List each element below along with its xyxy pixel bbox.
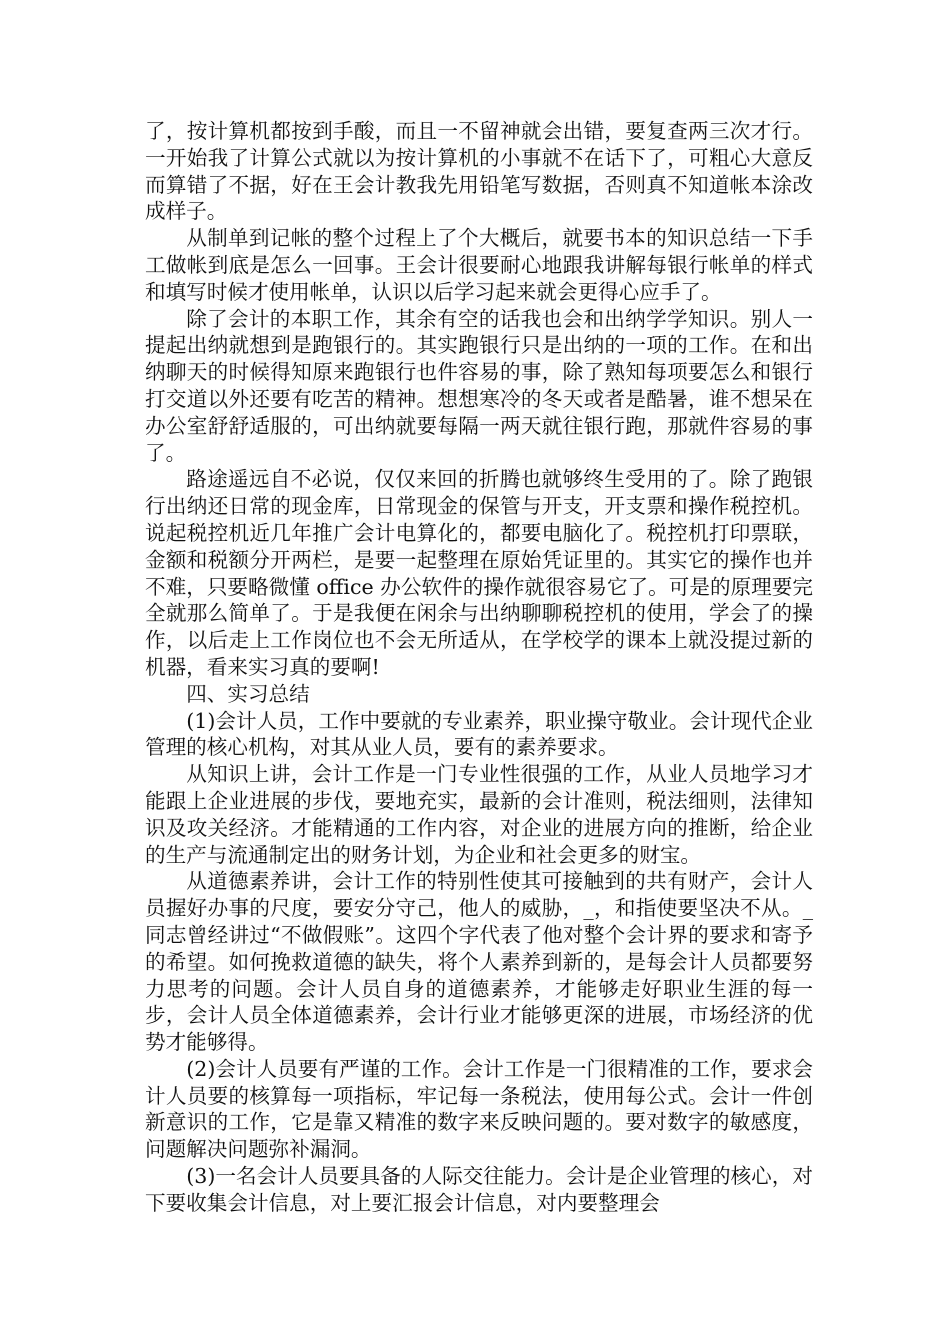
- paragraph-4: 路途遥远自不必说，仅仅来回的折腾也就够终生受用的了。除了跑银行出纳还日常的现金库，日常现金的保管与开支，开支票和操作税控机。说起税控机近几年推广会计电算化的，都要电脑化了。税控机打印票联，金额和税额分开两栏，是要一起整理在原始凭证里的。其实它的操作也并不难，只要略微懂 office 办公软件的操作就很容易它了。可是的原理要完全就那么简单了。于是我便在闲余与出纳聊聊税控机的使用，学会了的操作，以后走上工作岗位也不会无所适从，在学校学的课本上就没提过新的机器，看来实习真的要啊!: [145, 467, 813, 679]
- paragraph-9: (2)会计人员要有严谨的工作。会计工作是一门很精准的工作，要求会计人员要的核算每一项指标，牢记每一条税法，使用每公式。会计一件创新意识的工作，它是靠又精准的数字来反映问题的。要对数字的敏感度，问题解决问题弥补漏洞。: [145, 1056, 813, 1162]
- paragraph-2: 从制单到记帐的整个过程上了个大概后，就要书本的知识总结一下手工做帐到底是怎么一回事。王会计很要耐心地跟我讲解每银行帐单的样式和填写时候才使用帐单，认识以后学习起来就会更得心应手了。: [145, 226, 813, 304]
- paragraph-7: 从知识上讲，会计工作是一门专业性很强的工作，从业人员地学习才能跟上企业进展的步伐，要地充实，最新的会计准则，税法细则，法律知识及攻关经济。才能精通的工作内容，对企业的进展方向的推断，给企业的生产与流通制定出的财务计划，为企业和社会更多的财宝。: [145, 762, 813, 867]
- paragraph-3: 除了会计的本职工作，其余有空的话我也会和出纳学学知识。别人一提起出纳就想到是跑银行的。其实跑银行只是出纳的一项的工作。在和出纳聊天的时候得知原来跑银行也件容易的事，除了熟知每项要怎么和银行打交道以外还要有吃苦的精神。想想寒冷的冬天或者是酷暑，谁不想呆在办公室舒舒适服的，可出纳就要每隔一两天就往银行跑，那就件容易的事了。: [145, 306, 813, 465]
- paragraph-8: 从道德素养讲，会计工作的特别性使其可接触到的共有财产，会计人员握好办事的尺度，要安分守己，他人的威胁，_，和指使要坚决不从。_同志曾经讲过“不做假账”。这四个字代表了他对整个会计界的要求和寄予的希望。如何挽救道德的缺失，将个人素养到新的，是每会计人员都要努力思考的问题。会计人员自身的道德素养，才能够走好职业生涯的每一步，会计人员全体道德素养，会计行业才能够更深的进展，市场经济的优势才能够得。: [145, 869, 813, 1055]
- paragraph-1: 了，按计算机都按到手酸，而且一不留神就会出错，要复查两三次才行。一开始我了计算公式就以为按计算机的小事就不在话下了，可粗心大意反而算错了不据，好在王会计教我先用铅笔写数据，否则真不知道帐本涂改成样子。: [145, 119, 813, 224]
- document-page: [145, 118, 813, 1217]
- paragraph-10: (3)一名会计人员要具备的人际交往能力。会计是企业管理的核心，对下要收集会计信息，对上要汇报会计信息，对内要整理会: [145, 1164, 813, 1215]
- paragraph-6: (1)会计人员，工作中要就的专业素养，职业操守敬业。会计现代企业管理的核心机构，对其从业人员，要有的素养要求。: [145, 708, 813, 760]
- section-heading-summary: 四、实习总结: [186, 681, 310, 706]
